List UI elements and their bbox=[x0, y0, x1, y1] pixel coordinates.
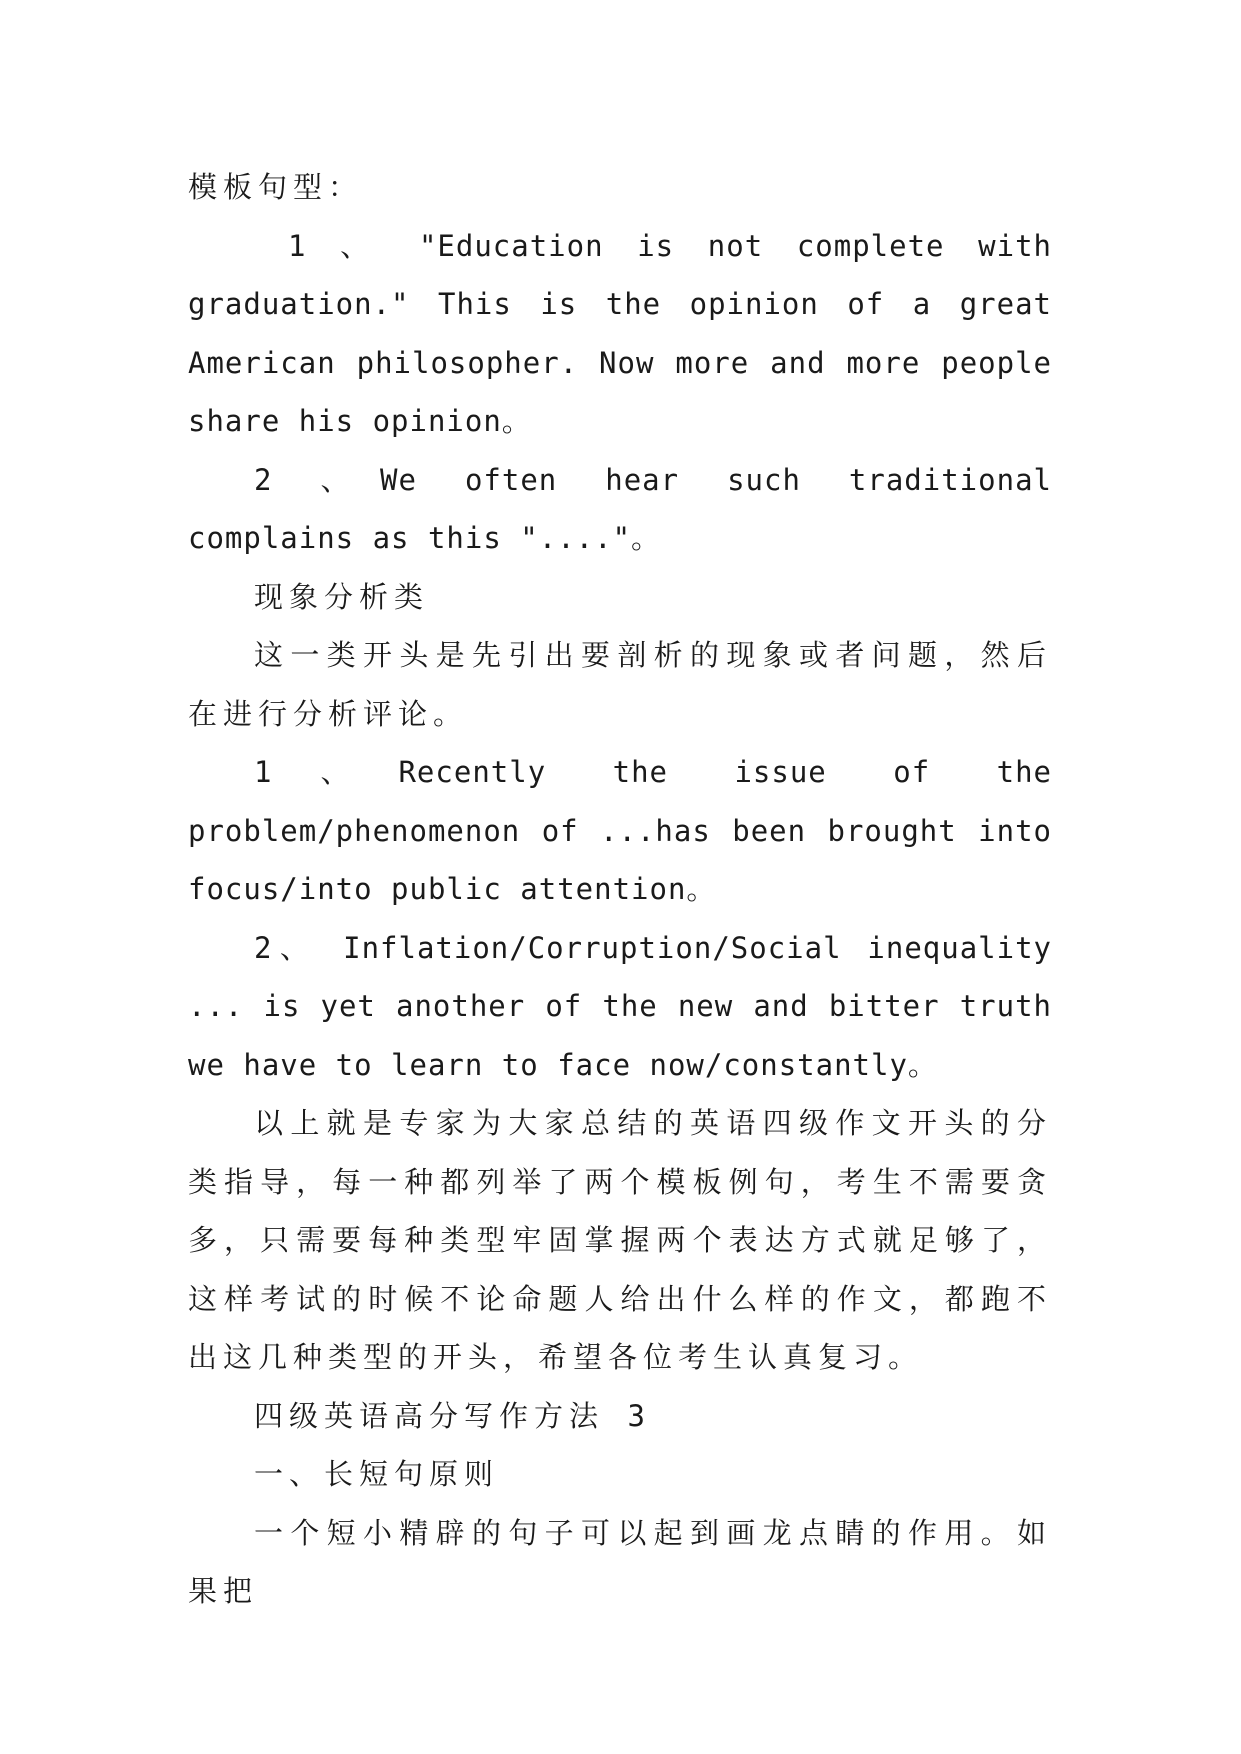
template-sentences-heading: 模板句型： bbox=[188, 170, 364, 204]
section-description: 这一类开头是先引出要剖析的现象或者问题，然后在进行分析评论。 bbox=[188, 638, 1052, 731]
phenomenon-sentence-1: 1、Recently the issue of the problem/phenomenon of ...has been brought into focus/into public attention。 bbox=[188, 755, 1052, 906]
template-sentence-2: 2 、We often hear such traditional complains as this "...."。 bbox=[188, 462, 1052, 555]
subsection-heading-sentence-length: 一、长短句原则 bbox=[254, 1457, 500, 1491]
body-paragraph-start: 一个短小精辟的句子可以起到画龙点睛的作用。如果把 bbox=[188, 1515, 1052, 1608]
section-title-writing-method-3: 四级英语高分写作方法 3 bbox=[254, 1398, 651, 1433]
summary-paragraph: 以上就是专家为大家总结的英语四级作文开头的分类指导，每一种都列举了两个模板例句，考生不需要贪多，只需要每种类型牢固掌握两个表达方式就足够了，这样考试的时候不论命题人给出什么样的作文，都跑不出这几种类型的开头，希望各位考生认真复习。 bbox=[188, 1106, 1052, 1374]
template-sentence-1: 1 、 "Education is not complete with graduation." This is the opinion of a great American philosopher. Now more and more people share his opinion。 bbox=[188, 228, 1052, 438]
phenomenon-sentence-2: 2、 Inflation/Corruption/Social inequality ... is yet another of the new and bitter truth we have to learn to face now/constantly。 bbox=[188, 930, 1052, 1082]
document-page bbox=[188, 158, 1052, 1621]
section-heading-phenomenon-analysis: 现象分析类 bbox=[254, 579, 430, 614]
